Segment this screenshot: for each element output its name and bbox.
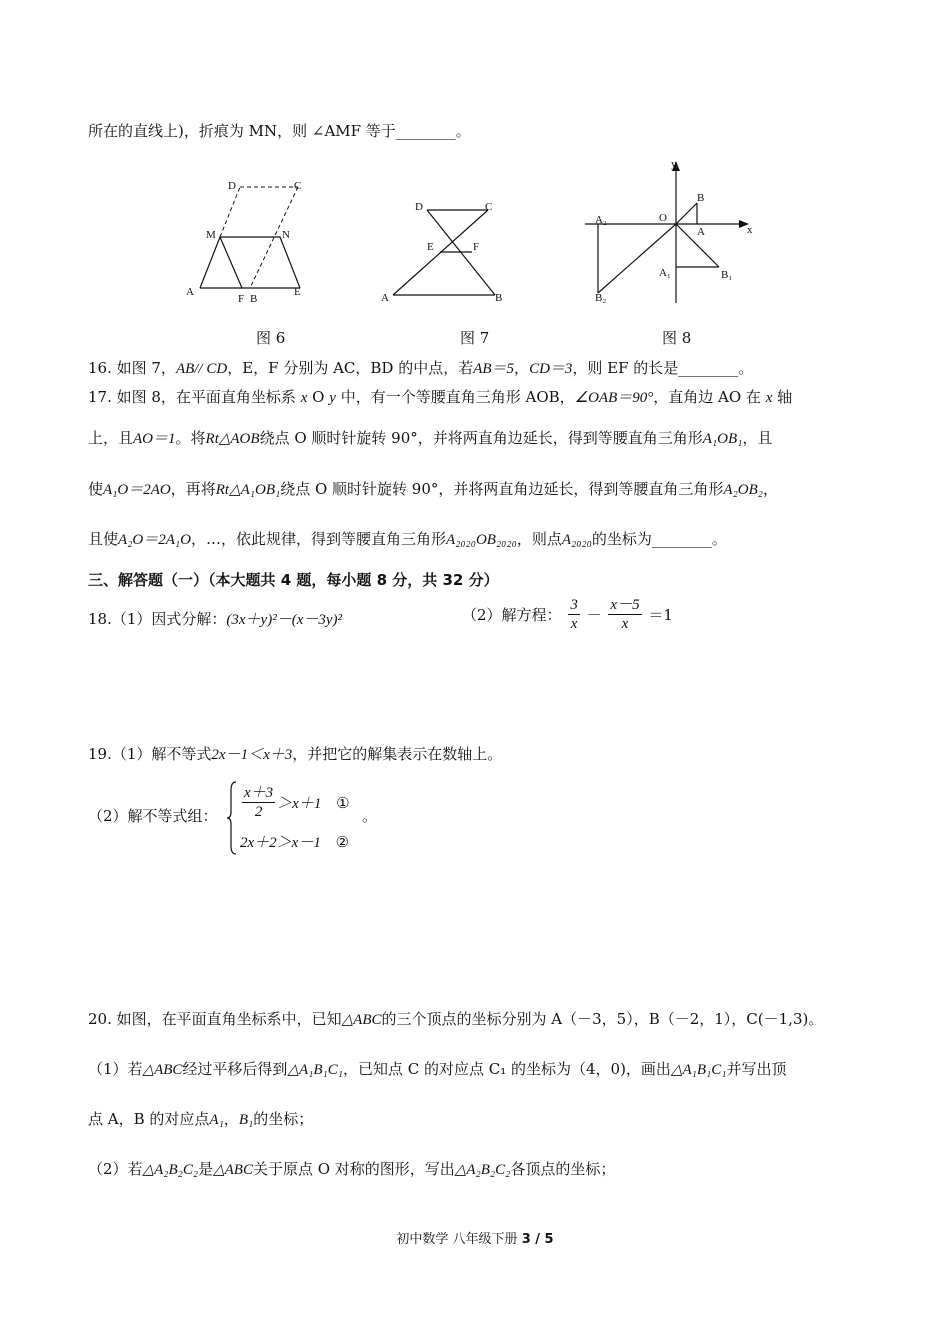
fig6-label-f: F (238, 293, 245, 305)
fig6-label-b: B (250, 293, 258, 305)
fig7-label-b: B (495, 292, 503, 304)
question-20-line-2: （1）若△ABC经过平移后得到△A₁B₁C₁，已知点 C 的对应点 C₁ 的坐标为（4，0)，画出△A₁B₁C₁并写出顶 (88, 1060, 787, 1078)
question-17-line-1: 17. 如图 8，在平面直角坐标系 x O y 中，有一个等腰直角三角形 AOB，∠OAB＝90°，直角边 AO 在 x 轴 (88, 388, 793, 406)
fig8-label-a2: A₂ (595, 214, 607, 226)
fig6-label-n: N (282, 229, 290, 241)
question-20-line-4: （2）若△A₂B₂C₂是△ABC关于原点 O 对称的图形，写出△A₂B₂C₂各顶点的坐标； (88, 1160, 616, 1178)
question-20-line-3: 点 A，B 的对应点A₁，B₁的坐标； (88, 1110, 314, 1128)
question-17-line-2: 上，且AO＝1。将Rt△AOB绕点 O 顺时针旋转 90°，并将两直角边延长，得到等腰直角三角形A₁OB₁，且 (88, 429, 773, 447)
fig6-label-d: D (228, 180, 236, 192)
figure-6 (180, 175, 320, 310)
fraction-3: $\frac{x+3}{2}$ (244, 785, 274, 820)
question-17-line-3: 使A₁O＝2AO，再将Rt△A₁OB₁绕点 O 顺时针旋转 90°，并将两直角边延长，得到等腰直角三角形A₂OB₂， (88, 480, 779, 498)
question-17-line-4: 且使A₂O＝2A₁O，…，依此规律，得到等腰直角三角形A₂₀₂₀OB₂₀₂₀，则点A₂₀₂₀的坐标为________。 (88, 530, 727, 548)
figure-8-caption: 图 8 (662, 329, 692, 347)
question-19-part-2-label: （2）解不等式组： (88, 807, 218, 825)
fig7-label-f: F (473, 241, 480, 253)
question-19-part-1: 19.（1）解不等式2x－1＜x＋3，并把它的解集表示在数轴上。 (88, 745, 503, 763)
figure-8 (585, 155, 765, 310)
question-18-part-1: 18.（1）因式分解：(3x＋y)²－(x－3y)² (88, 610, 343, 628)
fig8-label-b: B (697, 192, 705, 204)
question-15-continuation: 所在的直线上)，折痕为 MN，则 ∠AMF 等于________。 (88, 122, 471, 140)
fig6-label-c: C (294, 180, 302, 192)
fig7-label-a: A (381, 292, 389, 304)
fig8-label-b1: B₁ (721, 269, 733, 281)
fraction-2: $\frac{x-5}{x}$ (610, 597, 640, 632)
fig8-label-y: y (671, 158, 677, 170)
fraction-1: $\frac{3}{x}$ (570, 597, 578, 632)
fig7-label-c: C (485, 201, 493, 213)
question-18-part-2: （2）解方程： $\frac{3}{x}$ － $\frac{x-5}{x}$ ＝1 (462, 597, 673, 632)
fig8-label-b2: B₂ (595, 292, 607, 304)
figure-7-caption: 图 7 (460, 329, 490, 347)
figure-6-caption: 图 6 (256, 329, 286, 347)
page-number: 3 / 5 (521, 1232, 554, 1247)
fig7-label-e: E (427, 241, 434, 253)
fig6-label-m: M (206, 229, 216, 241)
figure-7 (375, 193, 515, 308)
fig8-label-x: x (747, 224, 753, 236)
fig8-label-a1: A₁ (659, 267, 671, 279)
fig6-label-e: E (294, 286, 301, 298)
section-3-heading: 三、解答题（一）（本大题共 4 题，每小题 8 分，共 32 分） (88, 571, 499, 589)
fig6-label-a: A (186, 286, 194, 298)
system-row-1: $\frac{x+3}{2}$ ＞x＋1 ① (244, 785, 350, 820)
system-brace (226, 780, 238, 856)
page-footer: 初中数学 八年级下册 3 / 5 (396, 1232, 554, 1247)
question-16: 16. 如图 7，AB// CD，E，F 分别为 AC，BD 的中点，若AB＝5，CD＝3，则 EF 的长是________。 (88, 359, 754, 377)
question-20-line-1: 20. 如图，在平面直角坐标系中，已知△ABC的三个顶点的坐标分别为 A（－3，5），B（－2，1），C(－1,3)。 (88, 1010, 824, 1028)
fig8-label-a: A (697, 226, 705, 238)
fig8-label-o: O (659, 212, 667, 224)
system-row-2: 2x＋2＞x－1 ② (240, 833, 350, 851)
fig7-label-d: D (415, 201, 423, 213)
system-end: 。 (362, 807, 378, 825)
